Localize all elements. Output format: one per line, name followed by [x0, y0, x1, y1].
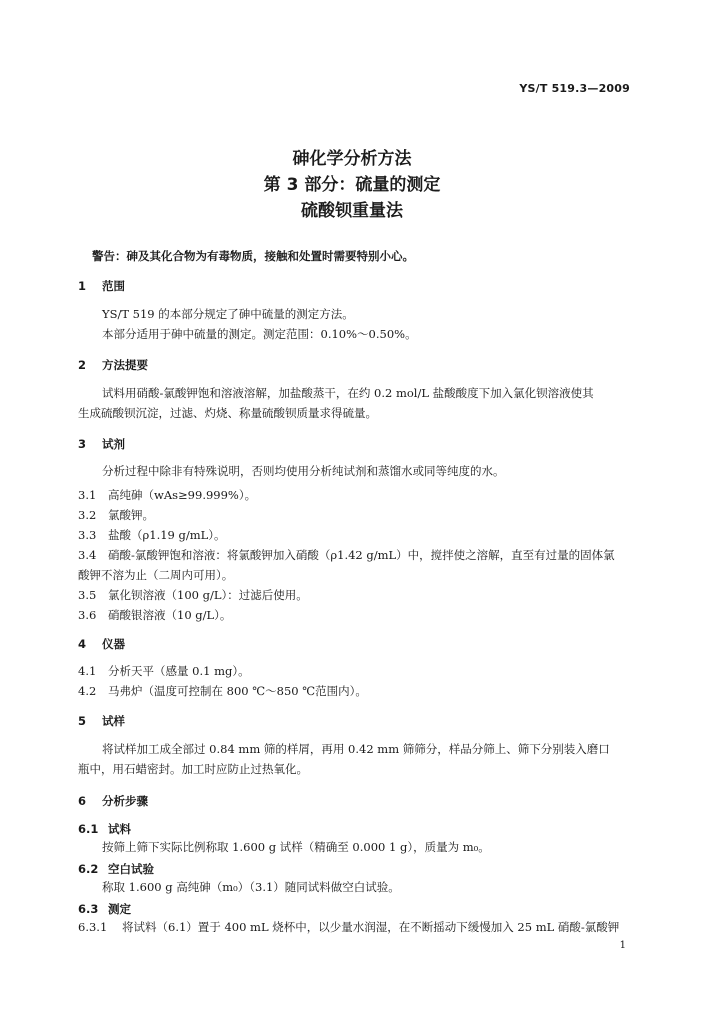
standard-code: YS/T 519.3—2009	[519, 82, 630, 95]
list-item: 6.3.1 将试料（6.1）置于 400 mL 烧杯中，以少量水润湿，在不断摇动下缓慢加入 25 mL 硝酸-氯酸钾	[78, 920, 620, 934]
list-item: 4.1 分析天平（感量 0.1 mg）。	[78, 664, 250, 678]
list-item-continuation: 酸钾不溶为止（二周内可用）。	[78, 568, 234, 582]
list-item: 3.3 盐酸（ρ1.19 g/mL）。	[78, 528, 226, 542]
warning-text: 警告：砷及其化合物为有毒物质，接触和处置时需要特别小心。	[92, 249, 414, 263]
section-heading: 3 试剂	[78, 437, 125, 451]
subsection-heading: 6.2 空白试验	[78, 862, 154, 876]
paragraph: YS/T 519 的本部分规定了砷中硫量的测定方法。	[102, 307, 354, 321]
list-item: 3.5 氯化钡溶液（100 g/L）：过滤后使用。	[78, 588, 308, 602]
paragraph: 将试样加工成全部过 0.84 mm 筛的样屑，再用 0.42 mm 筛筛分，样品分筛上、筛下分别装入磨口	[102, 742, 610, 756]
list-item: 3.1 高纯砷（wAs≥99.999%）。	[78, 488, 257, 502]
section-heading: 1 范围	[78, 279, 125, 293]
paragraph: 按筛上筛下实际比例称取 1.600 g 试样（精确至 0.000 1 g），质量为 m₀。	[102, 840, 490, 854]
title-line-1: 砷化学分析方法	[292, 149, 412, 169]
section-heading: 5 试样	[78, 714, 125, 728]
list-item: 3.2 氯酸钾。	[78, 508, 154, 522]
paragraph: 分析过程中除非有特殊说明，否则均使用分析纯试剂和蒸馏水或同等纯度的水。	[102, 464, 505, 478]
section-heading: 2 方法提要	[78, 358, 148, 372]
subsection-heading: 6.3 测定	[78, 902, 131, 916]
subsection-heading: 6.1 试料	[78, 822, 131, 836]
title-line-2: 第 3 部分：硫量的测定	[263, 175, 441, 195]
document-title-block	[0, 146, 704, 224]
list-item: 3.6 硝酸银溶液（10 g/L）。	[78, 608, 232, 622]
paragraph: 称取 1.600 g 高纯砷（m₀）（3.1）随同试料做空白试验。	[102, 880, 400, 894]
title-line-3: 硫酸钡重量法	[301, 201, 403, 221]
list-item: 3.4 硝酸-氯酸钾饱和溶液：将氯酸钾加入硝酸（ρ1.42 g/mL）中，搅拌使之溶解，直至有过量的固体氯	[78, 548, 615, 562]
paragraph: 生成硫酸钡沉淀，过滤、灼烧、称量硫酸钡质量求得硫量。	[78, 406, 377, 420]
section-heading: 4 仪器	[78, 637, 125, 651]
page-number: 1	[619, 940, 626, 951]
paragraph: 瓶中，用石蜡密封。加工时应防止过热氧化。	[78, 762, 308, 776]
paragraph: 本部分适用于砷中硫量的测定。测定范围：0.10%～0.50%。	[102, 327, 417, 341]
paragraph: 试料用硝酸-氯酸钾饱和溶液溶解，加盐酸蒸干，在约 0.2 mol/L 盐酸酸度下加入氯化钡溶液使其	[102, 386, 594, 400]
list-item: 4.2 马弗炉（温度可控制在 800 ℃～850 ℃范围内）。	[78, 684, 367, 698]
section-heading: 6 分析步骤	[78, 794, 148, 808]
